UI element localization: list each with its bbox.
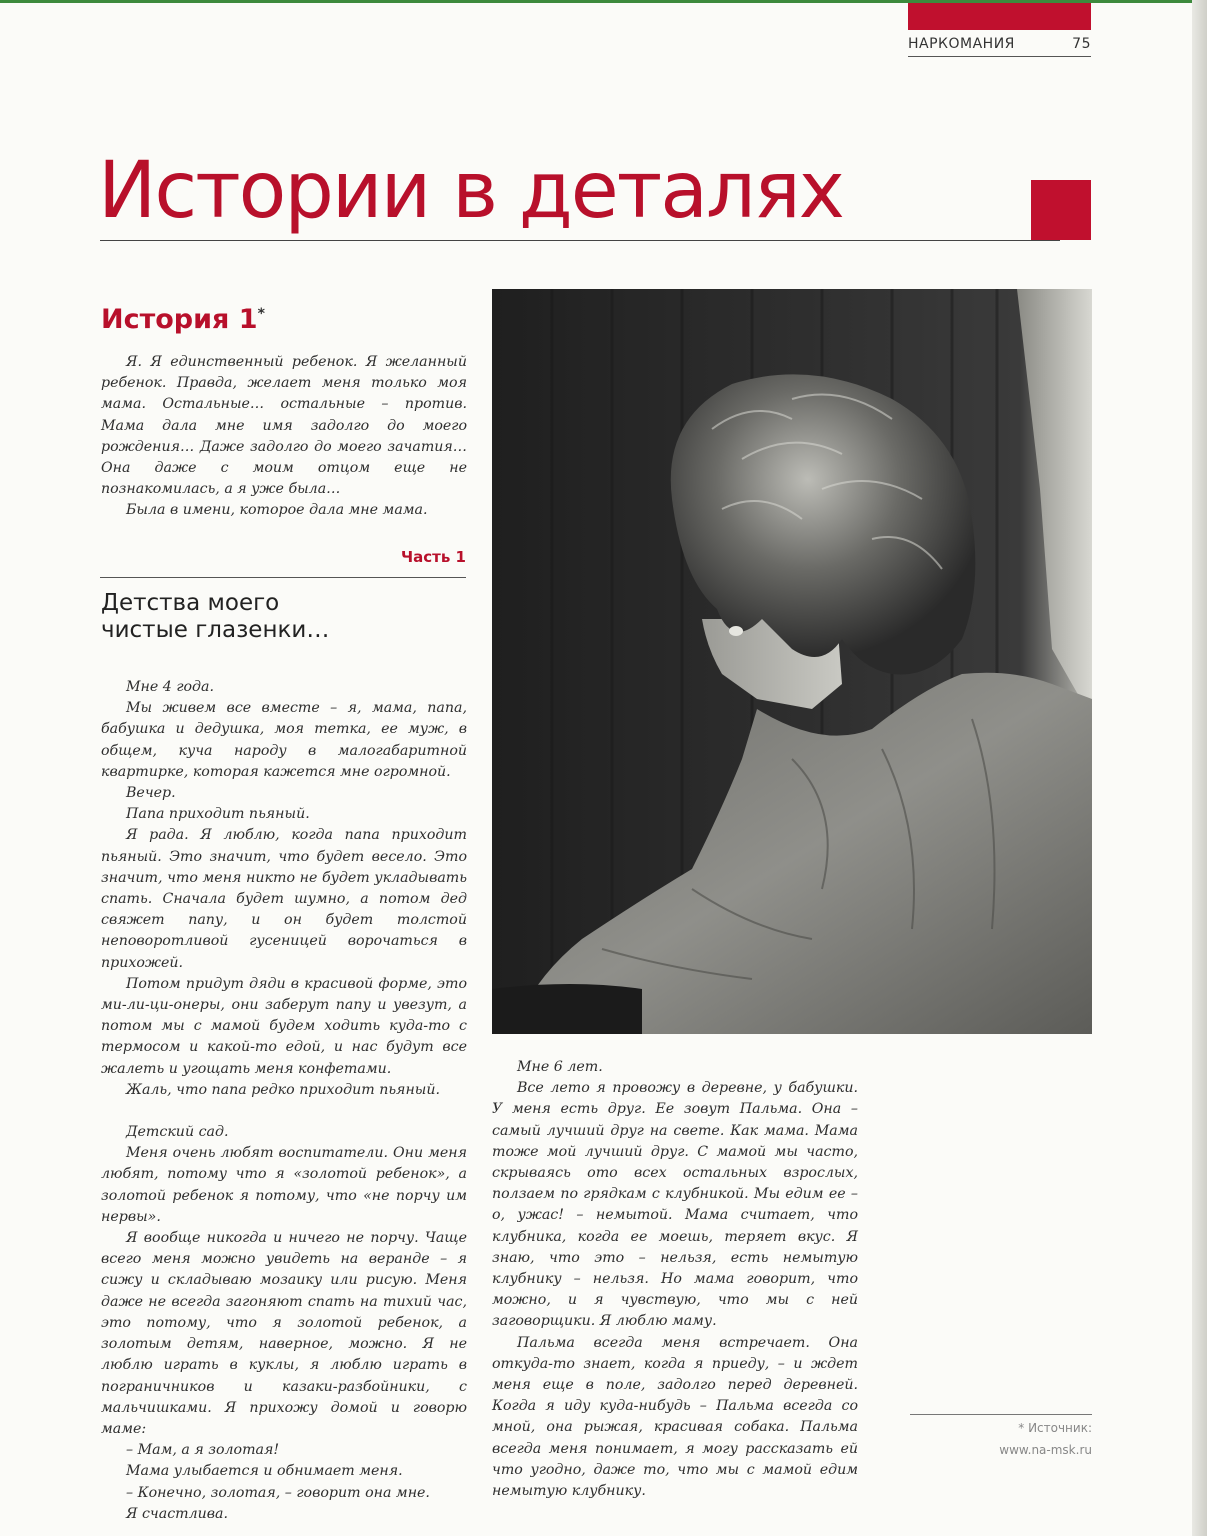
footnote-url: www.na-msk.ru xyxy=(999,1443,1092,1457)
body-paragraph: Мама улыбается и обнимает меня. xyxy=(126,1463,403,1480)
body-paragraph: Мы живем все вместе – я, мама, папа, бабушка и дедушка, моя тетка, ее муж, в общем, куча народу в малогабаритной квартирке, которая кажется мне огромной. xyxy=(101,700,467,780)
page-title: Истории в деталях xyxy=(98,146,843,236)
story-heading-text: История 1 xyxy=(101,304,258,335)
body-paragraph: Я счастлива. xyxy=(126,1505,228,1522)
footnote-label: * Источник: xyxy=(1018,1421,1092,1435)
dialogue-line: – Мам, а я золотая! xyxy=(126,1442,280,1459)
body-paragraph: Меня очень любят воспитатели. Они меня любят, потому что я «золотой ребенок», а золотой ребенок я потому, что «не порчу им нервы». xyxy=(101,1145,467,1225)
footnote-marker: * xyxy=(257,306,265,322)
body-paragraph: Я рада. Я люблю, когда папа приходит пьяный. Это значит, что будет весело. Это значит, что меня никто не будет укладывать спать. Сначала будет шумно, а потом дед свяжет папу, и он будет толстой неповоротливой гусеницей ворочаться в прихожей. xyxy=(101,827,467,971)
running-header xyxy=(908,36,1091,57)
subheading-line: чистые глазенки… xyxy=(101,617,330,643)
chapter-subheading xyxy=(101,590,467,644)
part-label: Часть 1 xyxy=(401,548,466,566)
right-column xyxy=(492,1057,858,1502)
body-paragraph: Мне 6 лет. xyxy=(517,1059,603,1075)
page-spine xyxy=(1192,0,1207,1536)
title-accent-square xyxy=(1031,180,1091,240)
left-column xyxy=(101,677,467,1525)
body-paragraph: Я вообще никогда и ничего не порчу. Чаще всего меня можно увидеть на веранде – я сижу и складываю мозаику или рисую. Меня даже не всегда загоняют спать на тихий час, это потому, что я золотой ребенок, а золотым детям, наверное, можно. Я не люблю играть в куклы, я люблю играть в пограничников и казаки-разбойники, с мальчишками. Я прихожу домой и говорю маме: xyxy=(101,1230,467,1437)
footnote-divider xyxy=(910,1414,1092,1415)
body-paragraph: Мне 4 года. xyxy=(126,679,214,695)
body-paragraph: Папа приходит пьяный. xyxy=(126,806,310,823)
photo-girl-from-behind-icon xyxy=(492,289,1092,1034)
intro-paragraph: Я. Я единственный ребенок. Я желанный ребенок. Правда, желает меня только моя мама. Остальные… остальные – против. Мама дала мне имя задолго до моего рождения… Даже задолго до моего зачатия… Она даже с моим отцом еще не познакомилась, а я уже была… xyxy=(101,354,467,498)
section-tab xyxy=(908,3,1091,30)
story-intro xyxy=(101,352,467,522)
intro-paragraph: Была в имени, которое дала мне мама. xyxy=(126,502,428,519)
body-paragraph: Пальма всегда меня встречает. Она откуда-то знает, когда я приеду, – и ждет меня еще в поле, задолго перед деревней. Когда я иду куда-нибудь – Пальма всегда со мной, она рыжая, красивая собака. Пальма всегда меня понимает, я могу рассказать ей что угодно, даже то, что мы с мамой едим немытую клубнику. xyxy=(492,1334,858,1500)
dialogue-line: – Конечно, золотая, – говорит она мне. xyxy=(126,1484,430,1501)
footnote xyxy=(910,1417,1092,1461)
body-paragraph: Все лето я провожу в деревне, у бабушки. У меня есть друг. Ее зовут Пальма. Она – самый лучший друг на свете. Как мама. Мама тоже мой лучший друг. С мамой мы часто, скрываясь ото всех остальных взрослых, ползаем по грядкам с клубникой. Мы едим ее – о, ужас! – немытой. Мама считает, что клубника, когда ее моешь, теряет вкус. Я знаю, что это – нельзя, есть немытую клубнику – нельзя. Но мама говорит, что можно, и я чувствую, что мы с ней заговорщики. Я люблю маму. xyxy=(492,1080,858,1330)
part-divider xyxy=(100,577,466,578)
body-paragraph: Детский сад. xyxy=(126,1124,229,1141)
body-paragraph: Жаль, что папа редко приходит пьяный. xyxy=(126,1081,440,1098)
story-heading xyxy=(101,304,265,335)
story-photo xyxy=(492,289,1092,1034)
body-paragraph: Потом придут дяди в красивой форме, это ми-ли-ци-онеры, они заберут папу и увезут, а потом мы с мамой будем ходить куда-то с термосом и какой-то едой, и нас будут все жалеть и угощать меня конфетами. xyxy=(101,975,467,1077)
body-paragraph: Вечер. xyxy=(126,785,176,802)
title-divider xyxy=(100,240,1060,241)
section-name: НАРКОМАНИЯ xyxy=(908,36,1015,52)
subheading-line: Детства моего xyxy=(101,590,280,616)
page-number: 75 xyxy=(1072,36,1091,52)
